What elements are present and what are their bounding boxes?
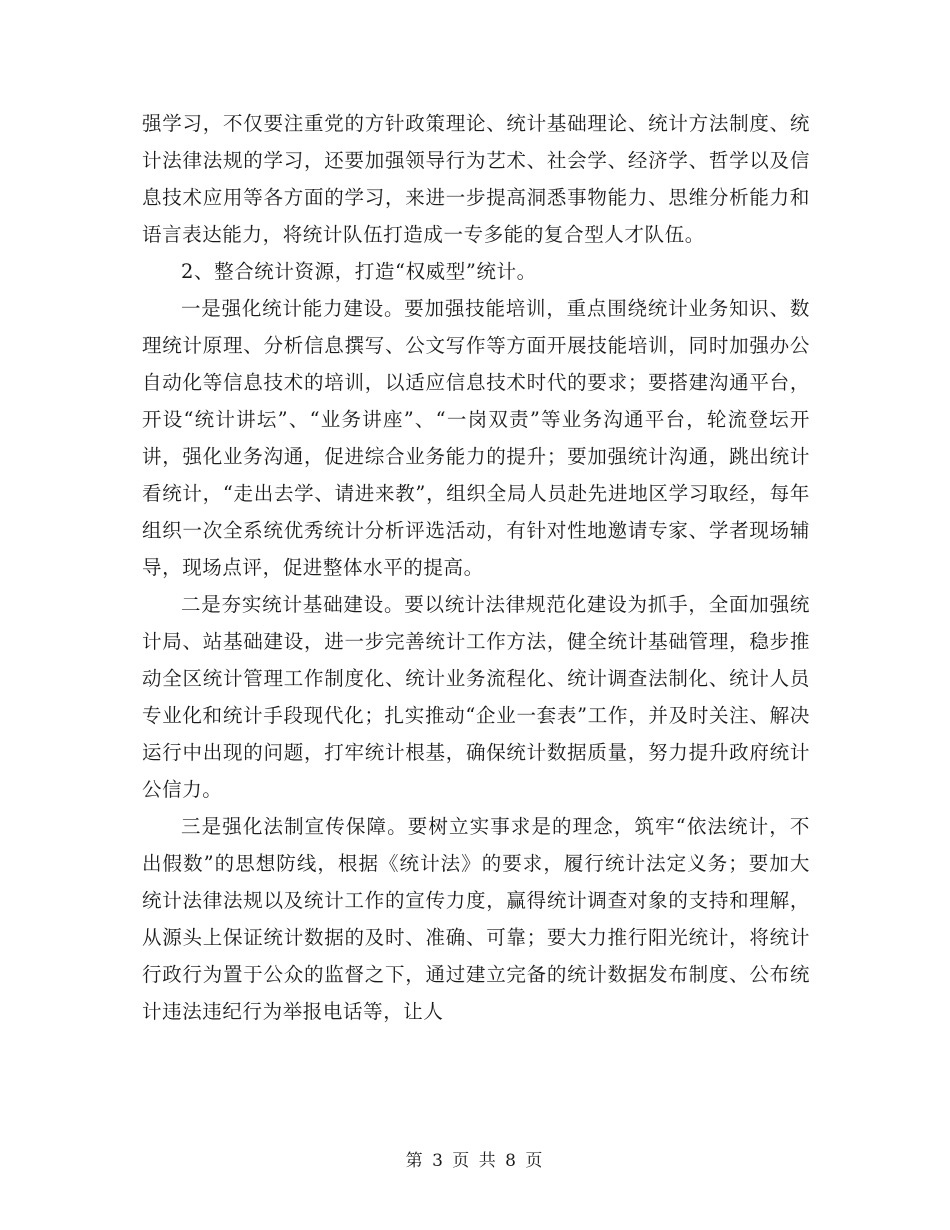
paragraph-foundation-building: 二是夯实统计基础建设。要以统计法律规范化建设为抓手，全面加强统计局、站基础建设，进一步完善统计工作方法，健全统计基础管理，稳步推动全区统计管理工作制度化、统计业务流程化、统计调查法制化、统计人员专业化和统计手段现代化；扎实推动“企业一套表”工作，并及时关注、解决运行中出现的问题，打牢统计根基，确保统计数据质量，努力提升政府统计公信力。 [142, 593, 810, 801]
section-heading: 2、整合统计资源，打造“权威型”统计。 [181, 260, 537, 283]
page-number-footer: 第 3 页 共 8 页 [405, 1151, 545, 1171]
paragraph-continuation: 强学习，不仅要注重党的方针政策理论、统计基础理论、统计方法制度、统计法律法规的学习，还要加强领导行为艺术、社会学、经济学、哲学以及信息技术应用等各方面的学习，来进一步提高洞悉事物能力、思维分析能力和语言表达能力，将统计队伍打造成一专多能的复合型人才队伍。 [142, 112, 810, 246]
paragraph-capacity-building: 一是强化统计能力建设。要加强技能培训，重点围绕统计业务知识、数理统计原理、分析信息撰写、公文写作等方面开展技能培训，同时加强办公自动化等信息技术的培训，以适应信息技术时代的要求；要搭建沟通平台，开设“统计讲坛”、“业务讲座”、“一岗双责”等业务沟通平台，轮流登坛开讲，强化业务沟通，促进综合业务能力的提升；要加强统计沟通，跳出统计看统计，“走出去学、请进来教”，组织全局人员赴先进地区学习取经，每年组织一次全系统优秀统计分析评选活动，有针对性地邀请专家、学者现场辅导，现场点评，促进整体水平的提高。 [142, 297, 810, 579]
paragraph-legal-publicity: 三是强化法制宣传保障。要树立实事求是的理念，筑牢“依法统计，不出假数”的思想防线，根据《统计法》的要求，履行统计法定义务；要加大统计法律法规以及统计工作的宣传力度，赢得统计调查对象的支持和理解，从源头上保证统计数据的及时、准确、可靠；要大力推行阳光统计，将统计行政行为置于公众的监督之下，通过建立完备的统计数据发布制度、公布统计违法违纪行为举报电话等，让人 [142, 815, 810, 1023]
document-body [142, 105, 810, 1030]
